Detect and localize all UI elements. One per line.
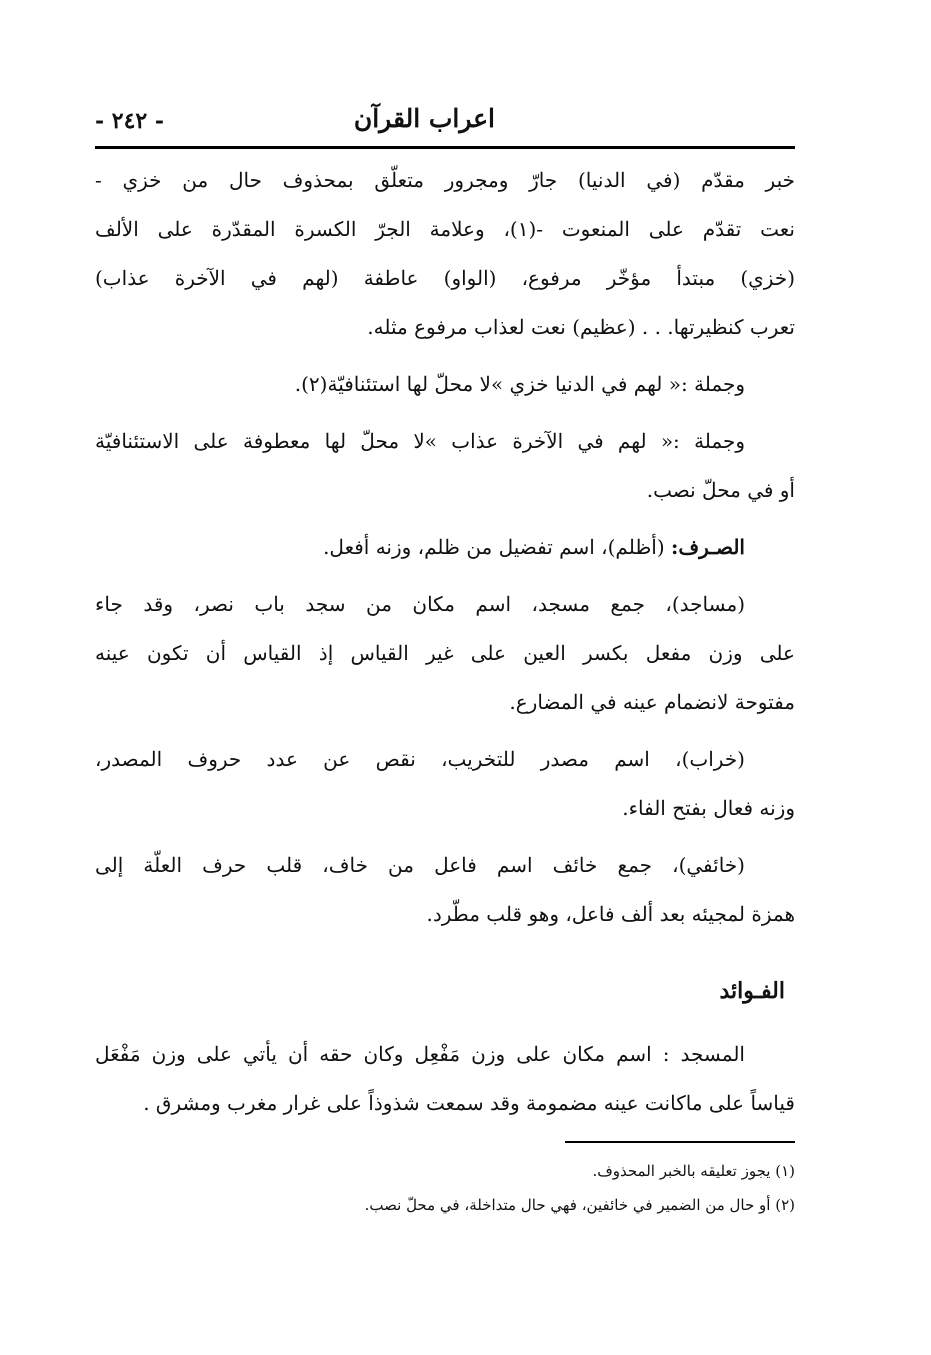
sarf-paragraph bbox=[95, 523, 795, 572]
section-heading-fawaid: الفـوائد bbox=[719, 978, 785, 1004]
text-line: (خزي) مبتدأ مؤخّر مرفوع، (الواو) عاطفة (لهم في الآخرة عذاب) bbox=[95, 266, 795, 290]
text-line: نعت تقدّم على المنعوت -(١)، وعلامة الجرّ الكسرة المقدّرة على الألف bbox=[95, 217, 795, 241]
paragraph-2 bbox=[95, 360, 795, 409]
text-line: قياساً على ماكانت عينه مضمومة وقد سمعت شذوذاً على غرار مغرب ومشرق . bbox=[143, 1091, 795, 1115]
text-line: أو في محلّ نصب. bbox=[646, 478, 795, 502]
paragraph-6 bbox=[95, 735, 795, 833]
page-number: - ٢٤٢ - bbox=[95, 108, 165, 134]
page-header bbox=[95, 88, 795, 140]
text-line: (خائفي)، جمع خائف اسم فاعل من خاف، قلب حرف العلّة إلى bbox=[95, 853, 745, 877]
text-line: وجملة :« لهم في الآخرة عذاب »لا محلّ لها معطوفة على الاستئنافيّة bbox=[95, 429, 745, 453]
sarf-text: (أظلم)، اسم تفضيل من ظلم، وزنه أفعل. bbox=[323, 535, 671, 559]
paragraph-3 bbox=[95, 417, 795, 515]
paragraph-5 bbox=[95, 580, 795, 727]
text-line: المسجد : اسم مكان على وزن مَفْعِل وكان حقه أن يأتي على وزن مَفْعَل bbox=[95, 1042, 745, 1066]
paragraph-1 bbox=[95, 156, 795, 352]
text-line: على وزن مفعل بكسر العين على غير القياس إذ القياس أن تكون عينه bbox=[95, 641, 795, 665]
book-page bbox=[95, 88, 795, 1214]
text-line: (خراب)، اسم مصدر للتخريب، نقص عن عدد حروف المصدر، bbox=[95, 747, 745, 771]
text-line bbox=[95, 523, 795, 572]
footnote-divider bbox=[565, 1141, 795, 1143]
text-line: (مساجد)، جمع مسجد، اسم مكان من سجد باب نصر، وقد جاء bbox=[95, 592, 745, 616]
footnote-1: (١) يجوز تعليقه بالخبر المحذوف. bbox=[592, 1162, 795, 1180]
text-line: وجملة :« لهم في الدنيا خزي »لا محلّ لها استئنافيّة(٢). bbox=[294, 372, 745, 396]
book-title: اعراب القرآن bbox=[353, 104, 495, 133]
text-line: خبر مقدّم (في الدنيا) جارّ ومجرور متعلّق بمحذوف حال من خزي - bbox=[95, 168, 795, 192]
text-line: مفتوحة لانضمام عينه في المضارع. bbox=[509, 690, 795, 714]
text-line: وزنه فعال بفتح الفاء. bbox=[622, 796, 795, 820]
paragraph-7 bbox=[95, 841, 795, 939]
footnotes bbox=[95, 1154, 795, 1222]
sarf-label: الصـرف: bbox=[670, 535, 745, 559]
main-text bbox=[95, 156, 795, 1128]
header-divider bbox=[95, 146, 795, 149]
footnote-2: (٢) أو حال من الضمير في خائفين، فهي حال متداخلة، في محلّ نصب. bbox=[364, 1196, 795, 1214]
text-line: همزة لمجيئه بعد ألف فاعل، وهو قلب مطّرد. bbox=[426, 902, 795, 926]
paragraph-8 bbox=[95, 1030, 795, 1128]
text-line: تعرب كنظيرتها. . . (عظيم) نعت لعذاب مرفوع مثله. bbox=[367, 315, 795, 339]
